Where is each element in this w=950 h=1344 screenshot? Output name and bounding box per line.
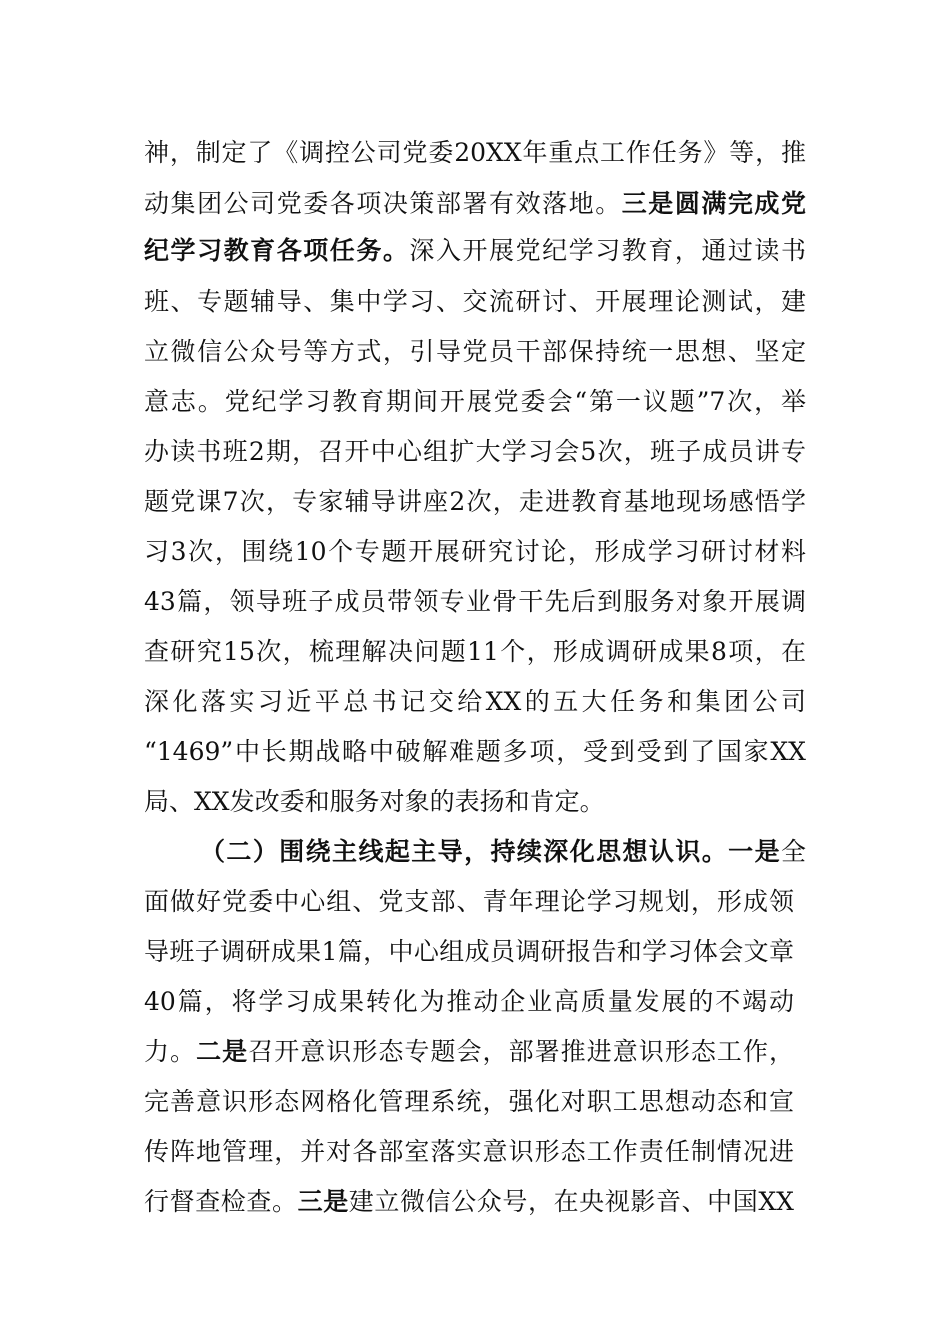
text-run: 深化落实习近平总书记交给XX的五大任务和集团公司 (144, 687, 806, 716)
text-run: 43篇，领导班子成员带领专业骨干先后到服务对象开展调 (144, 587, 806, 616)
text-line (144, 782, 806, 822)
text-line (144, 882, 794, 922)
text-line (144, 133, 806, 173)
text-run: 动集团公司党委各项决策部署有效落地。 (144, 189, 622, 218)
text-line (144, 184, 806, 224)
text-line (144, 582, 806, 622)
text-run: 班、专题辅导、集中学习、交流研讨、开展理论测试，建 (144, 287, 806, 316)
text-line (144, 532, 806, 572)
text-run: 召开意识形态专题会，部署推进意识形态工作， (248, 1037, 794, 1066)
text-run: 查研究15次，梳理解决问题11个，形成调研成果8项，在 (144, 637, 806, 666)
text-run: 办读书班2期，召开中心组扩大学习会5次，班子成员讲专 (144, 437, 806, 466)
text-run: 导班子调研成果1篇，中心组成员调研报告和学习体会文章 (144, 937, 794, 966)
text-run: 深入开展党纪学习教育，通过读书 (409, 236, 806, 265)
text-run: 题党课7次，专家辅导讲座2次，走进教育基地现场感悟学 (144, 487, 806, 516)
section-heading-line (200, 832, 806, 872)
text-line (144, 982, 794, 1022)
text-run: 面做好党委中心组、党支部、青年理论学习规划，形成领 (144, 887, 794, 916)
text-run: 力。 (144, 1037, 197, 1066)
text-line (144, 432, 806, 472)
text-line (144, 632, 806, 672)
text-run: 全 (780, 837, 806, 866)
text-run: 立微信公众号等方式，引导党员干部保持统一思想、坚定 (144, 337, 806, 366)
text-run: 传阵地管理，并对各部室落实意识形态工作责任制情况进 (144, 1137, 794, 1166)
text-line (144, 332, 806, 372)
text-run: 神，制定了《调控公司党委20XX年重点工作任务》等，推 (144, 138, 806, 167)
bold-text-run: 三是圆满完成党 (621, 189, 806, 218)
text-run: 局、XX发改委和服务对象的表扬和肯定。 (144, 787, 605, 816)
text-line (144, 382, 806, 422)
text-line (144, 1132, 794, 1172)
bold-text-run: 三是 (297, 1187, 349, 1216)
text-run: 行督查检查。 (144, 1187, 298, 1216)
section-heading: （二）围绕主线起主导，持续深化思想认识。一是 (200, 837, 781, 866)
text-run: 习3次，围绕10个专题开展研究讨论，形成学习研讨材料 (144, 537, 806, 566)
text-run: “1469”中长期战略中破解难题多项，受到受到了国家XX (144, 737, 806, 766)
text-line (144, 1032, 794, 1072)
text-line (144, 282, 806, 322)
text-run: 建立微信公众号，在央视影音、中国XX (348, 1187, 794, 1216)
text-line (144, 1182, 794, 1222)
text-line (144, 1082, 794, 1122)
text-line (144, 732, 806, 772)
text-line (144, 932, 794, 972)
bold-text-run: 纪学习教育各项任务。 (144, 236, 410, 265)
bold-text-run: 二是 (196, 1037, 249, 1066)
text-line (144, 682, 806, 722)
text-line (144, 231, 806, 271)
text-run: 40篇，将学习成果转化为推动企业高质量发展的不竭动 (144, 987, 794, 1016)
text-line (144, 482, 806, 522)
text-run: 意志。党纪学习教育期间开展党委会“第一议题”7次，举 (144, 387, 806, 416)
text-run: 完善意识形态网格化管理系统，强化对职工思想动态和宣 (144, 1087, 794, 1116)
